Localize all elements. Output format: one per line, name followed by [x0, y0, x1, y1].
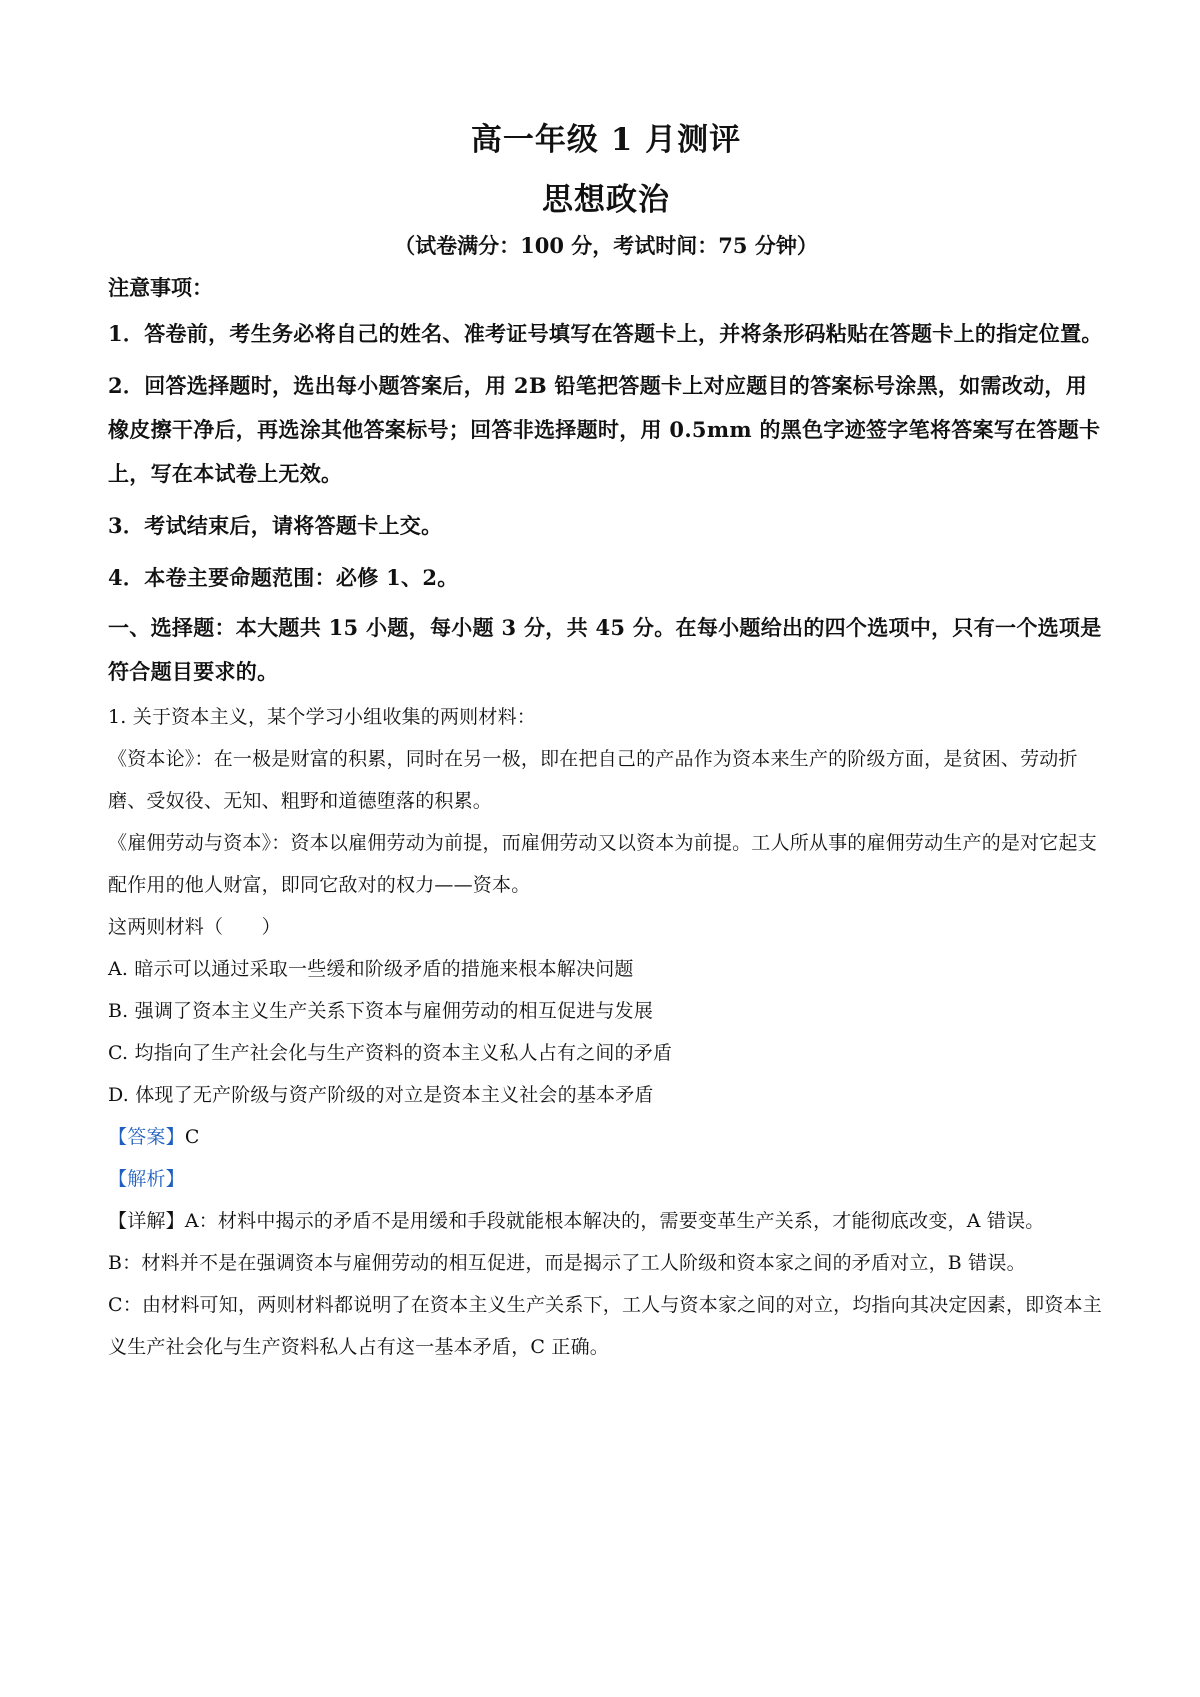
option-b: B. 强调了资本主义生产关系下资本与雇佣劳动的相互促进与发展 — [108, 1000, 654, 1022]
question-material-1: 《资本论》：在一极是财富的积累，同时在另一极，即在把自己的产品作为资本来生产的阶级方面，是贫困、劳动折磨、受奴役、无知、粗野和道德堕落的积累。 — [108, 748, 1078, 812]
page-title: 高一年级 1 月测评 — [470, 122, 742, 158]
option-c: C. 均指向了生产社会化与生产资料的资本主义私人占有之间的矛盾 — [108, 1042, 673, 1064]
notice-item-1: 1．答卷前，考生务必将自己的姓名、准考证号填写在答题卡上，并将条形码粘贴在答题卡上的指定位置。 — [108, 321, 1103, 346]
question-material-2: 《雇佣劳动与资本》：资本以雇佣劳动为前提，而雇佣劳动又以资本为前提。工人所从事的雇佣劳动生产的是对它起支配作用的他人财富，即同它敌对的权力——资本。 — [108, 832, 1097, 896]
notice-heading: 注意事项： — [108, 275, 213, 300]
notice-item-2: 2．回答选择题时，选出每小题答案后，用 2B 铅笔把答题卡上对应题目的答案标号涂黑，如需改动，用橡皮擦干净后，再选涂其他答案标号；回答非选择题时，用 0.5mm 的黑色字迹签字笔将答案写在答题卡上，写在本试卷上无效。 — [108, 373, 1101, 486]
analysis-tag: 【解析】 — [108, 1168, 185, 1190]
detail-line-c: C：由材料可知，两则材料都说明了在资本主义生产关系下，工人与资本家之间的对立，均指向其决定因素，即资本主义生产社会化与生产资料私人占有这一基本矛盾，C 正确。 — [108, 1294, 1102, 1358]
detail-text-a: A：材料中揭示的矛盾不是用缓和手段就能根本解决的，需要变革生产关系，才能彻底改变，A 错误。 — [184, 1210, 1045, 1232]
subject-title: 思想政治 — [542, 182, 670, 218]
analysis-line — [108, 1158, 1104, 1200]
question-stem: 1. 关于资本主义，某个学习小组收集的两则材料： — [108, 706, 536, 728]
detail-line-a — [108, 1200, 1104, 1242]
question-prompt: 这两则材料（ ） — [108, 916, 281, 938]
answer-tag: 【答案】 — [108, 1126, 185, 1148]
section-heading: 一、选择题：本大题共 15 小题，每小题 3 分，共 45 分。在每小题给出的四个选项中，只有一个选项是符合题目要求的。 — [108, 615, 1102, 684]
option-d: D. 体现了无产阶级与资产阶级的对立是资本主义社会的基本矛盾 — [108, 1084, 654, 1106]
detail-tag: 【详解】 — [108, 1210, 185, 1232]
answer-line — [108, 1116, 1104, 1158]
exam-info: （试卷满分：100 分，考试时间：75 分钟） — [394, 233, 818, 258]
notice-item-3: 3．考试结束后，请将答题卡上交。 — [108, 513, 443, 538]
answer-value: C — [184, 1126, 200, 1148]
notice-item-4: 4．本卷主要命题范围：必修 1、2。 — [108, 565, 459, 590]
option-a: A. 暗示可以通过采取一些缓和阶级矛盾的措施来根本解决问题 — [108, 958, 634, 980]
detail-line-b: B：材料并不是在强调资本与雇佣劳动的相互促进，而是揭示了工人阶级和资本家之间的矛盾对立，B 错误。 — [108, 1252, 1026, 1274]
